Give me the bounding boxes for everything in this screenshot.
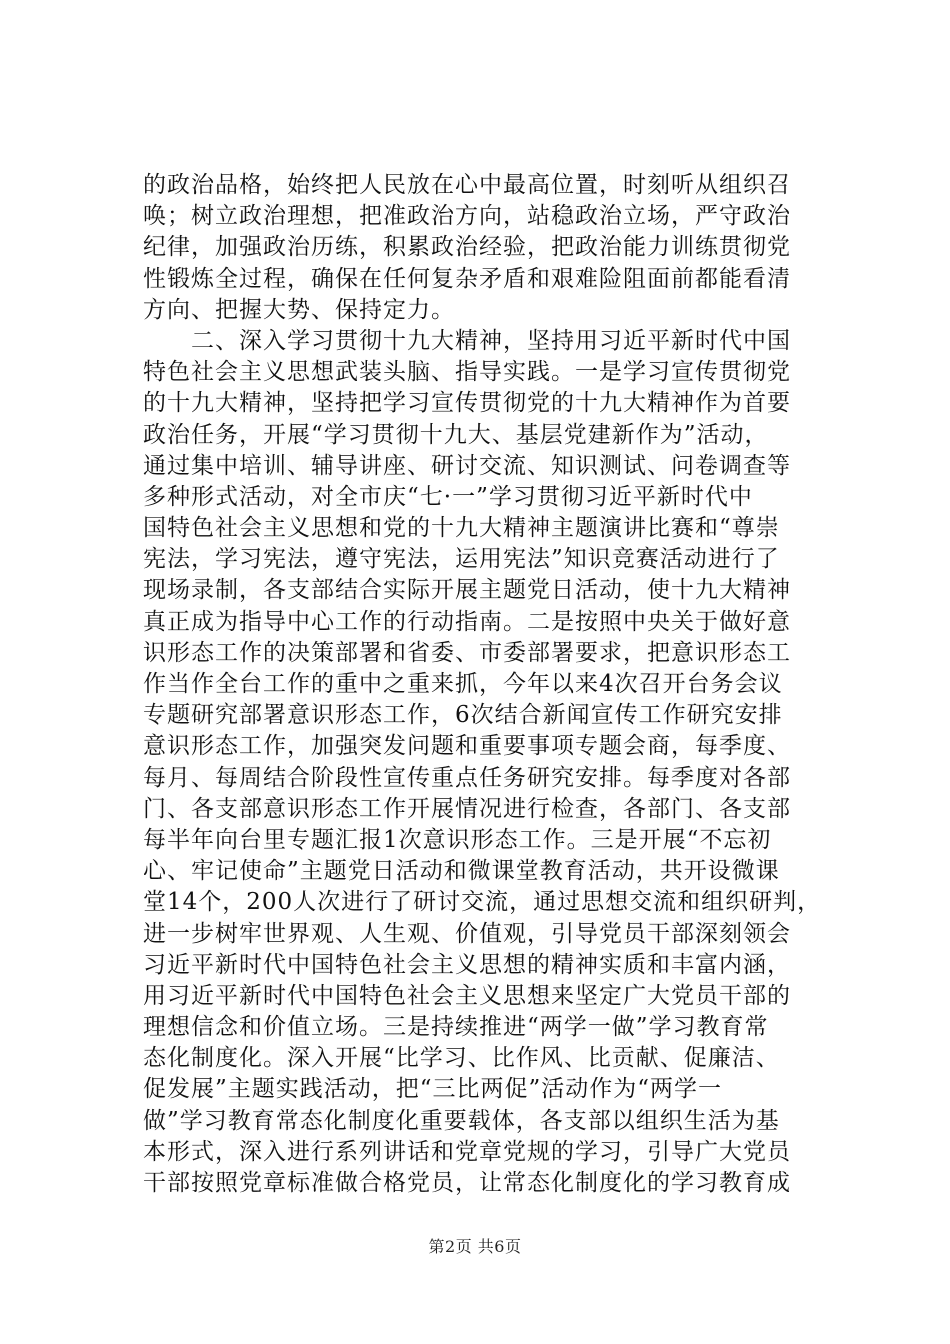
text-line: 现场录制，各支部结合实际开展主题党日活动，使十九大精神 [143,577,791,604]
text-line: 专题研究部署意识形态工作，6次结合新闻宣传工作研究安排 [143,702,783,729]
text-line: 的十九大精神，坚持把学习宣传贯彻党的十九大精神作为首要 [143,390,791,417]
text-line: 国特色社会主义思想和党的十九大精神主题演讲比赛和“尊崇 [143,515,780,542]
page-number: 第2页 共6页 [428,1237,522,1256]
text-line: 宪法，学习宪法，遵守宪法，运用宪法”知识竞赛活动进行了 [143,546,780,573]
text-line: 特色社会主义思想武装头脑、指导实践。一是学习宣传贯彻党 [143,359,791,386]
text-line: 促发展”主题实践活动，把“三比两促”活动作为“两学一 [143,1076,723,1103]
text-line: 多种形式活动，对全市庆“七·一”学习贯彻习近平新时代中 [143,483,753,510]
text-line: 每月、每周结合阶段性宣传重点任务研究安排。每季度对各部 [143,764,791,791]
text-line: 用习近平新时代中国特色社会主义思想来坚定广大党员干部的 [143,982,791,1009]
text-line: 方向、把握大势、保持定力。 [143,296,455,323]
text-line: 习近平新时代中国特色社会主义思想的精神实质和丰富内涵， [143,951,791,978]
text-line: 作当作全台工作的重中之重来抓，今年以来4次召开台务会议 [143,671,783,697]
text-line: 性锻炼全过程，确保在任何复杂矛盾和艰难险阻面前都能看清 [143,265,791,292]
text-line: 意识形态工作，加强突发问题和重要事项专题会商，每季度、 [143,733,791,760]
text-line: 的政治品格，始终把人民放在心中最高位置，时刻听从组织召 [143,172,791,198]
text-line: 识形态工作的决策部署和省委、市委部署要求，把意识形态工 [143,639,791,666]
text-line: 干部按照党章标准做合格党员，让常态化制度化的学习教育成 [143,1170,791,1196]
text-line: 本形式，深入进行系列讲话和党章党规的学习，引导广大党员 [143,1138,791,1165]
text-line: 理想信念和价值立场。三是持续推进“两学一做”学习教育常 [143,1014,769,1041]
text-line: 心、牢记使命”主题党日活动和微课堂教育活动，共开设微课 [143,858,780,885]
text-line: 通过集中培训、辅导讲座、研讨交流、知识测试、问卷调查等 [143,452,791,479]
text-line: 堂14个，200人次进行了研讨交流，通过思想交流和组织研判， [143,889,822,916]
text-line: 进一步树牢世界观、人生观、价值观，引导党员干部深刻领会 [143,920,791,947]
text-line: 政治任务，开展“学习贯彻十九大、基层党建新作为”活动， [143,421,769,448]
body-text [143,170,833,1199]
text-line: 做”学习教育常态化制度化重要载体，各支部以组织生活为基 [143,1107,780,1134]
text-line: 真正成为指导中心工作的行动指南。二是按照中央关于做好意 [143,608,791,635]
text-line: 每半年向台里专题汇报1次意识形态工作。三是开展“不忘初 [143,826,772,853]
text-line: 纪律，加强政治历练，积累政治经验，把政治能力训练贯彻党 [143,234,791,261]
text-line: 唤；树立政治理想，把准政治方向，站稳政治立场，严守政治 [143,203,791,230]
text-line: 门、各支部意识形态工作开展情况进行检查，各部门、各支部 [143,795,791,822]
text-line: 态化制度化。深入开展“比学习、比作风、比贡献、促廉洁、 [143,1045,780,1072]
text-line: 二、深入学习贯彻十九大精神，坚持用习近平新时代中国 [143,327,791,354]
